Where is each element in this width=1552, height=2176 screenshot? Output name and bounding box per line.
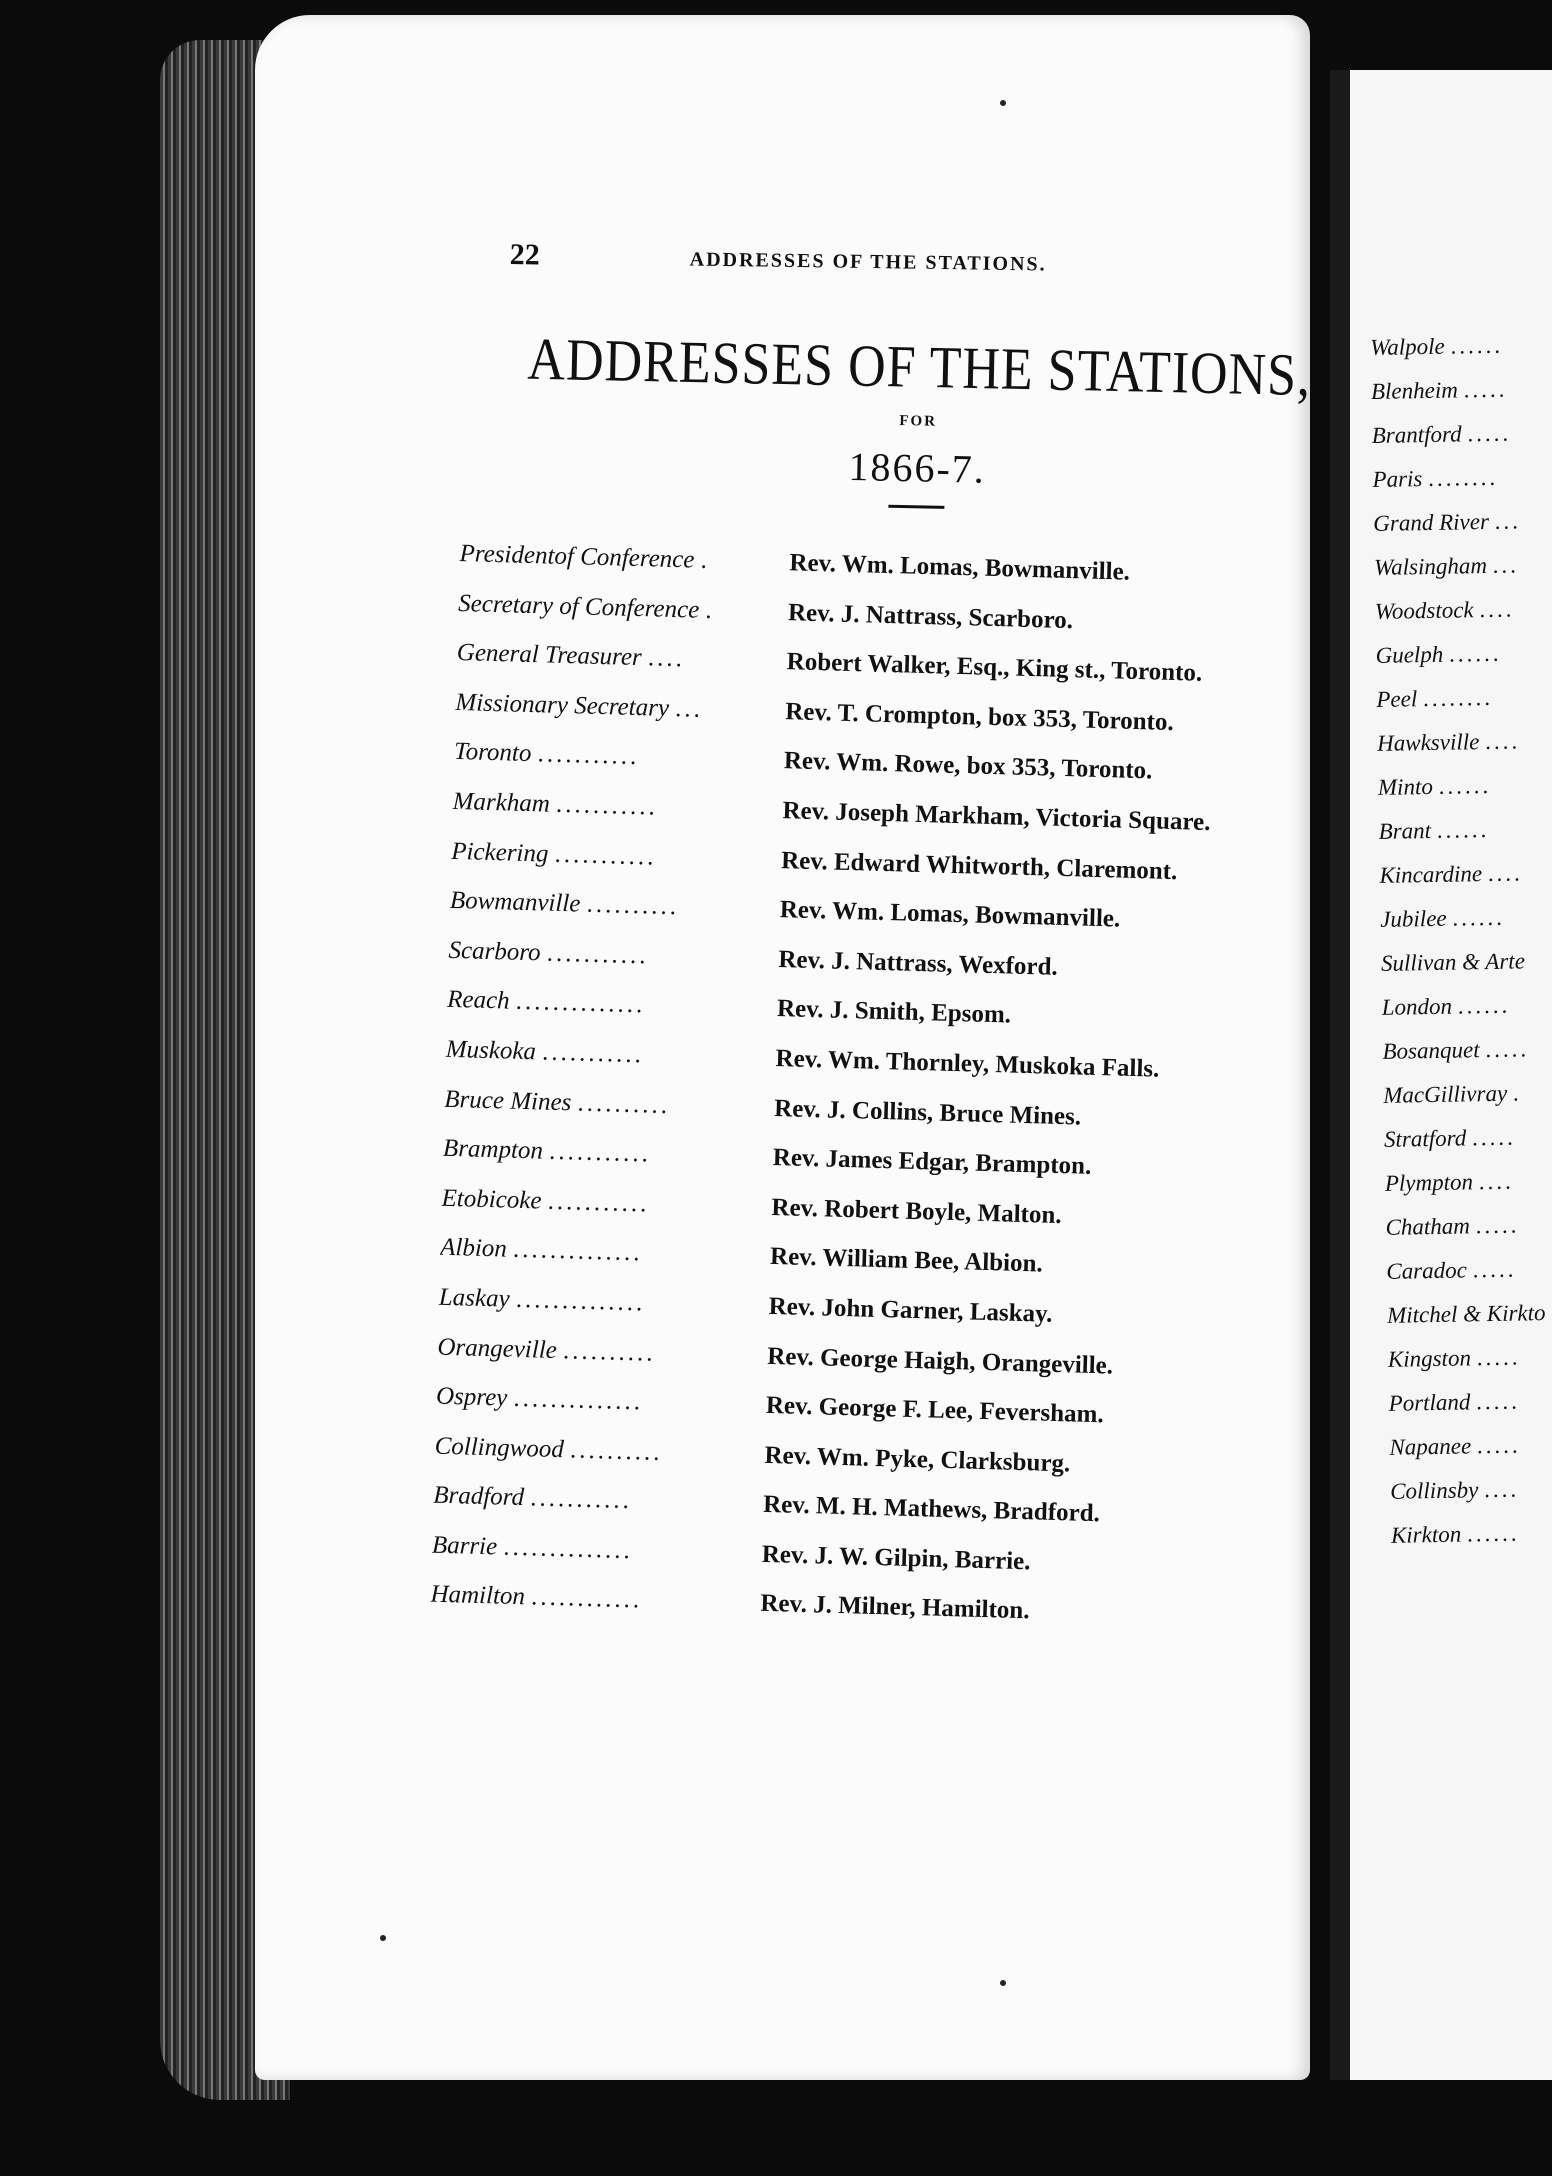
leader-dots: ..... xyxy=(1485,1036,1530,1063)
right-station-entry xyxy=(1391,1519,1552,1566)
leader-dots: ..... xyxy=(1463,376,1508,403)
leader-dots: ........... xyxy=(537,740,640,771)
station-name-text: Secretary of Conference xyxy=(457,589,700,624)
station-name-text: Missionary Secretary xyxy=(455,688,670,722)
station-name-text: Caradoc xyxy=(1386,1257,1468,1284)
title-block xyxy=(516,326,1319,517)
right-station-entry xyxy=(1381,947,1552,994)
right-station-entry xyxy=(1373,507,1552,554)
station-name-text: Plympton xyxy=(1384,1169,1474,1196)
right-station-entry xyxy=(1385,1167,1552,1214)
station-name-text: Etobicoke xyxy=(441,1184,542,1215)
right-station-entry xyxy=(1382,991,1552,1038)
leader-dots: ...... xyxy=(1438,772,1492,799)
leader-dots: .... xyxy=(1487,860,1524,887)
station-address: Rev. T. Crompton, box 353, Toronto. xyxy=(784,697,1175,736)
station-list xyxy=(430,540,1320,1655)
station-name-text: Bowmanville xyxy=(449,887,581,918)
station-address: Rev. J. Milner, Hamilton. xyxy=(760,1590,1030,1625)
station-address: Rev. George Haigh, Orangeville. xyxy=(766,1342,1114,1380)
leader-dots: ... xyxy=(1492,552,1520,578)
station-name-text: Kirkton xyxy=(1390,1521,1462,1548)
station-name-text: Guelph xyxy=(1375,641,1444,668)
station-name-text: Paris xyxy=(1372,466,1423,492)
leader-dots: ........ xyxy=(1422,684,1494,712)
right-station-entry xyxy=(1378,771,1552,818)
right-station-entry xyxy=(1386,1255,1552,1302)
station-name-text: Minto xyxy=(1377,773,1434,800)
right-page-station-list xyxy=(1370,332,1552,1567)
leader-dots: .......... xyxy=(577,1089,671,1119)
leader-dots: .......... xyxy=(562,1336,656,1367)
leader-dots: .... xyxy=(1483,1476,1520,1503)
station-name-text: Collingwood xyxy=(434,1432,565,1463)
station-name-text: Presidentof Conference xyxy=(459,540,695,574)
right-station-entry xyxy=(1372,419,1552,466)
right-station-entry xyxy=(1375,639,1552,686)
station-address: Rev. J. Nattrass, Scarboro. xyxy=(787,598,1074,634)
leader-dots: .............. xyxy=(515,1285,646,1317)
station-address: Robert Walker, Esq., King st., Toronto. xyxy=(786,648,1203,687)
station-address: Rev. Wm. Thornley, Muskoka Falls. xyxy=(775,1044,1160,1083)
leader-dots: .............. xyxy=(503,1533,634,1565)
right-station-entry xyxy=(1388,1387,1552,1434)
right-station-entry xyxy=(1372,463,1552,510)
station-name-text: Chatham xyxy=(1385,1213,1471,1240)
leader-dots: ........... xyxy=(541,1038,645,1069)
leader-dots: ...... xyxy=(1450,332,1504,359)
right-station-entry xyxy=(1388,1343,1552,1390)
right-station-entry xyxy=(1387,1299,1552,1346)
leader-dots: ........... xyxy=(529,1484,633,1515)
leader-dots: ........... xyxy=(548,1137,652,1168)
station-address: Rev. Wm. Lomas, Bowmanville. xyxy=(779,896,1121,933)
station-name-text: Orangeville xyxy=(437,1333,558,1364)
station-name-text: Osprey xyxy=(435,1382,508,1412)
station-name-text: Bosanquet xyxy=(1382,1037,1480,1064)
station-name-text: Portland xyxy=(1388,1389,1471,1416)
station-name-text: Reach xyxy=(446,986,510,1015)
station-name-text: Hamilton xyxy=(430,1581,526,1611)
station-address: Rev. John Garner, Laskay. xyxy=(768,1292,1053,1328)
station-name-text: Scarboro xyxy=(448,936,542,967)
leader-dots: ...... xyxy=(1452,904,1506,931)
station-name-text: Walpole xyxy=(1370,333,1445,360)
right-station-entry xyxy=(1389,1431,1552,1478)
leader-dots: .......... xyxy=(586,890,680,921)
print-speck xyxy=(1000,100,1006,106)
station-name-text: Albion xyxy=(439,1234,508,1263)
leader-dots: ..... xyxy=(1476,1432,1521,1459)
leader-dots: ............ xyxy=(530,1583,643,1614)
station-address: Rev. Wm. Lomas, Bowmanville. xyxy=(789,549,1131,586)
right-station-entry xyxy=(1385,1211,1552,1258)
page-title: ADDRESSES OF THE STATIONS, xyxy=(526,326,1312,409)
leader-dots: ........... xyxy=(555,790,659,821)
station-address: Rev. J. Smith, Epsom. xyxy=(776,995,1012,1029)
station-name-text: Bradford xyxy=(432,1481,525,1512)
leader-dots: . xyxy=(700,546,711,574)
station-name-text: Grand River xyxy=(1373,508,1490,536)
leader-dots: .............. xyxy=(512,1236,643,1267)
leader-dots: .... xyxy=(647,644,686,673)
running-head-text: ADDRESSES OF THE STATIONS. xyxy=(689,248,1047,276)
right-station-entry xyxy=(1375,595,1552,642)
right-station-entry xyxy=(1377,727,1552,774)
leader-dots: . xyxy=(705,596,716,624)
leader-dots: ... xyxy=(1494,508,1522,534)
leader-dots: ..... xyxy=(1467,420,1512,447)
year-label: 1866-7. xyxy=(848,443,987,492)
station-name-text: Collinsby xyxy=(1389,1477,1479,1504)
station-address: Rev. Wm. Pyke, Clarksburg. xyxy=(764,1441,1071,1478)
leader-dots: .............. xyxy=(513,1384,644,1416)
leader-dots: .... xyxy=(1478,1168,1514,1195)
station-name-text: Brant xyxy=(1378,818,1432,844)
station-address: Rev. Edward Whitworth, Claremont. xyxy=(780,846,1178,885)
leader-dots: . xyxy=(1512,1080,1522,1106)
station-address: Rev. J. W. Gilpin, Barrie. xyxy=(761,1540,1031,1576)
leader-dots: ...... xyxy=(1448,640,1502,667)
leader-dots: ..... xyxy=(1471,1124,1516,1151)
station-name-text: Stratford xyxy=(1383,1125,1467,1152)
leader-dots: .... xyxy=(1484,728,1521,755)
right-station-entry xyxy=(1384,1123,1552,1170)
station-address: Rev. J. Nattrass, Wexford. xyxy=(778,945,1059,981)
page-number: 22 xyxy=(509,238,540,272)
station-name-text: Kincardine xyxy=(1379,861,1483,888)
right-station-entry xyxy=(1371,376,1552,423)
station-name-text: MacGillivray xyxy=(1383,1080,1508,1108)
for-label: FOR xyxy=(899,412,938,430)
station-name-text: Brantford xyxy=(1371,421,1462,448)
right-station-entry xyxy=(1380,903,1552,950)
leader-dots: ... xyxy=(674,694,704,723)
print-speck xyxy=(1000,1980,1006,1986)
leader-dots: ..... xyxy=(1475,1388,1521,1415)
print-speck xyxy=(380,1935,386,1941)
station-name-text: Muskoka xyxy=(445,1035,537,1066)
leader-dots: .............. xyxy=(515,988,646,1019)
station-address: Rev. M. H. Mathews, Bradford. xyxy=(762,1491,1101,1528)
station-name-text: Sullivan & Arte xyxy=(1380,948,1526,976)
station-address: Rev. Wm. Rowe, box 353, Toronto. xyxy=(783,747,1153,785)
leader-dots: ..... xyxy=(1475,1212,1520,1239)
leader-dots: ........... xyxy=(547,1187,650,1218)
station-name-text: Kingston xyxy=(1387,1345,1472,1372)
station-name-text: Toronto xyxy=(453,738,532,768)
station-name-text: London xyxy=(1381,993,1453,1020)
station-name-text: Jubilee xyxy=(1379,905,1447,932)
right-station-entry xyxy=(1382,1035,1552,1082)
station-name-text: Pickering xyxy=(450,837,549,868)
station-name-text: Barrie xyxy=(431,1531,498,1561)
leader-dots: ..... xyxy=(1472,1256,1517,1283)
right-station-entry xyxy=(1383,1079,1552,1126)
leader-dots: .... xyxy=(1479,596,1515,623)
station-name-text: Bruce Mines xyxy=(444,1085,572,1116)
leader-dots: ........ xyxy=(1427,464,1499,492)
station-address: Rev. J. Collins, Bruce Mines. xyxy=(773,1094,1082,1131)
station-name-text: Napanee xyxy=(1389,1433,1472,1460)
station-name-text: Woodstock xyxy=(1374,597,1474,624)
station-name-text: Brampton xyxy=(442,1134,544,1165)
leader-dots: ........... xyxy=(554,840,657,871)
leader-dots: .......... xyxy=(569,1436,663,1466)
station-name-text: Markham xyxy=(452,787,551,818)
station-name-text: Peel xyxy=(1376,686,1418,712)
leader-dots: ...... xyxy=(1466,1520,1520,1547)
right-station-entry xyxy=(1378,815,1552,862)
station-name-text: General Treasurer xyxy=(456,639,643,672)
station-name-text: Laskay xyxy=(438,1283,511,1313)
leader-dots: ..... xyxy=(1476,1344,1521,1371)
station-address: Rev. George F. Lee, Feversham. xyxy=(765,1391,1105,1429)
leader-dots: ...... xyxy=(1436,816,1490,843)
right-station-entry xyxy=(1370,332,1552,379)
station-name-text: Hawksville xyxy=(1376,729,1480,756)
station-name-text: Walsingham xyxy=(1373,552,1488,580)
station-address: Rev. Robert Boyle, Malton. xyxy=(771,1193,1062,1229)
station-name-text: Mitchel & Kirkto xyxy=(1386,1300,1546,1328)
station-address: Rev. James Edgar, Brampton. xyxy=(772,1144,1092,1180)
right-station-entry xyxy=(1390,1475,1552,1522)
right-station-entry xyxy=(1374,551,1552,598)
right-station-entry xyxy=(1379,859,1552,906)
right-station-entry xyxy=(1376,683,1552,730)
station-address: Rev. Joseph Markham, Victoria Square. xyxy=(782,797,1211,837)
station-name-text: Blenheim xyxy=(1370,377,1459,404)
station-address: Rev. William Bee, Albion. xyxy=(769,1243,1044,1278)
leader-dots: ........... xyxy=(546,939,649,970)
leader-dots: ...... xyxy=(1457,992,1511,1019)
